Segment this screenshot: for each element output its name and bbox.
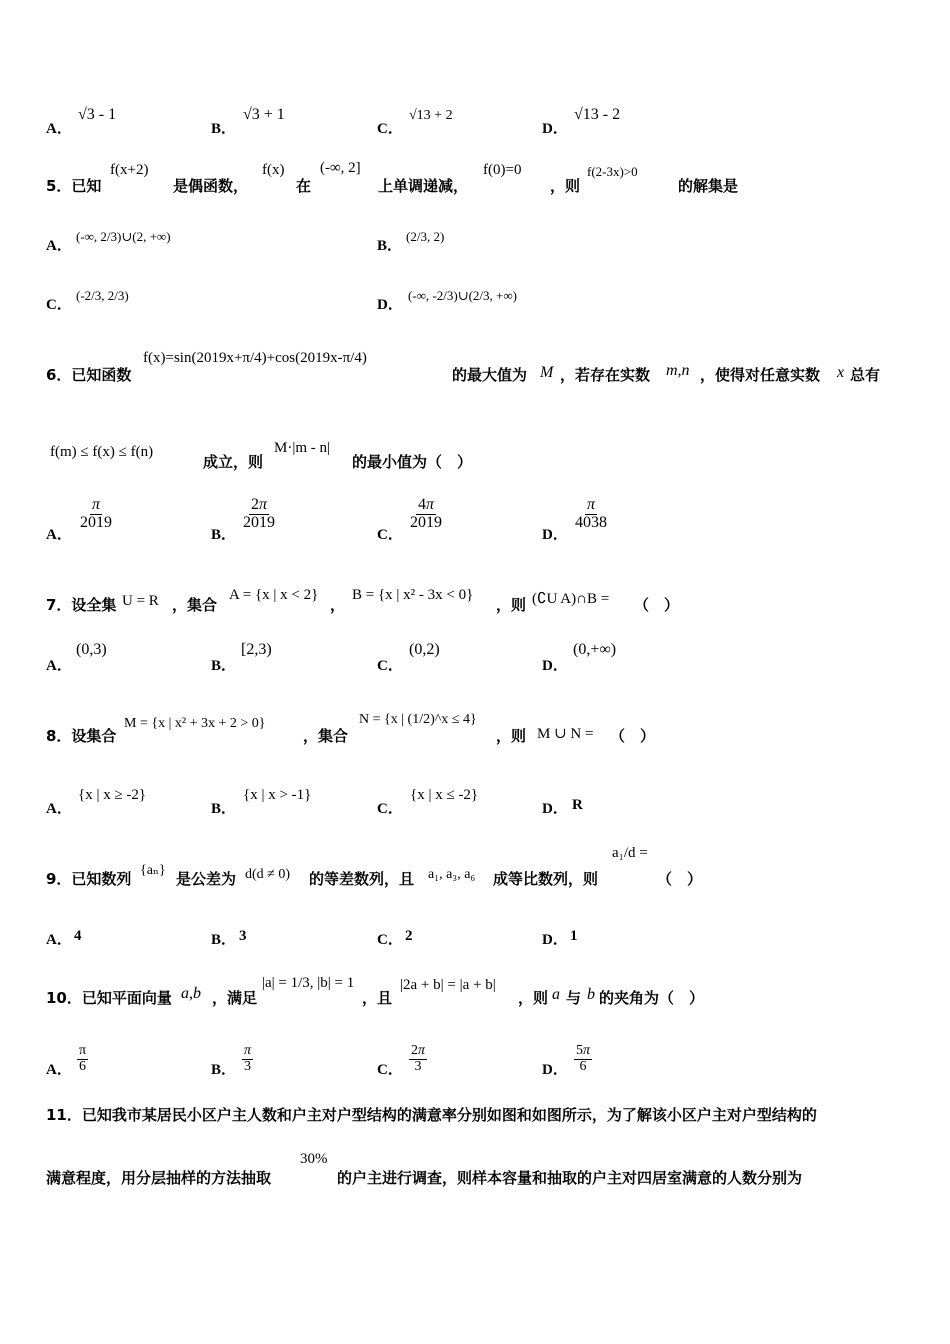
- q8-option-b-label: B．: [211, 801, 237, 817]
- q7-option-b-value: [2,3): [241, 641, 272, 658]
- q6-var-m-max: M: [540, 364, 554, 381]
- q10-equation: |2a + b| = |a + b|: [400, 977, 496, 993]
- q6-target-expr: M·|m - n|: [274, 440, 331, 456]
- q5-expr3: (-∞, 2]: [320, 160, 361, 176]
- q6-option-b-value: $\frac{2\pi}{2019}$: [243, 496, 275, 531]
- q6-inequality: f(m) ≤ f(x) ≤ f(n): [50, 444, 154, 460]
- q9-option-c-label: C．: [377, 932, 403, 948]
- q6-option-b-label: B．: [211, 527, 237, 543]
- q6-option-d-value: $\frac{\pi}{4038}$: [575, 496, 607, 531]
- q5-text1: 是偶函数，: [173, 177, 249, 195]
- q5-expr1: f(x+2): [110, 162, 149, 178]
- q5-option-a-value: (-∞, 2/3)∪(2, +∞): [76, 229, 171, 244]
- q10-option-d-value: $\frac{5\pi}{6}$: [576, 1043, 591, 1074]
- q6-text6: 的最小值为（ ）: [352, 453, 473, 471]
- q8-option-b-value: {x | x > -1}: [243, 787, 312, 803]
- q8-text2: ，则: [496, 727, 527, 745]
- q10-option-b-label: B．: [211, 1062, 237, 1078]
- q7-text4: （ ）: [634, 596, 680, 614]
- q5-text3: 上单调递减，: [378, 177, 469, 195]
- q8-text3: （ ）: [610, 727, 656, 745]
- q10-option-a-value: $\frac{\pi}{6}$: [79, 1043, 87, 1074]
- q6-text3: ，使得对任意实数: [700, 366, 821, 384]
- q6-option-c-label: C．: [377, 527, 403, 543]
- q7-text3: ，则: [496, 596, 527, 614]
- q6-var-x: x: [837, 364, 845, 381]
- q7-option-a-value: (0,3): [76, 641, 107, 658]
- q5-option-d-value: (-∞, -2/3)∪(2/3, +∞): [408, 288, 517, 303]
- q8-set-m: M = {x | x² + 3x + 2 > 0}: [124, 716, 266, 731]
- q7-universal-set: U = R: [122, 593, 159, 609]
- q6-text1: 的最大值为: [452, 366, 528, 384]
- q7-stem-number: 7．设全集: [46, 596, 117, 614]
- q10-text5: 的夹角为（ ）: [599, 989, 705, 1007]
- q5-option-d-label: D．: [377, 297, 403, 313]
- q10-option-d-label: D．: [542, 1062, 568, 1078]
- option-b-label: B．: [211, 121, 237, 137]
- q5-text2: 在: [296, 177, 312, 195]
- q9-common-diff: d(d ≠ 0): [245, 867, 291, 882]
- q5-expr2: f(x): [262, 162, 285, 178]
- q7-option-d-label: D．: [542, 658, 568, 674]
- q10-text4: 与: [566, 989, 582, 1007]
- q10-norms: |a| = 1/3, |b| = 1: [262, 975, 355, 991]
- q7-text2: ，: [330, 596, 346, 614]
- q6-option-d-label: D．: [542, 527, 568, 543]
- q9-text2: 的等差数列，且: [309, 870, 415, 888]
- q9-option-c-value: 2: [405, 928, 413, 944]
- q6-var-mn: m,n: [666, 362, 690, 379]
- q6-function-expr: f(x)=sin(2019x+π/4)+cos(2019x-π/4): [143, 350, 367, 366]
- q11-text-a: 满意程度，用分层抽样的方法抽取: [46, 1169, 272, 1187]
- q8-option-c-label: C．: [377, 801, 403, 817]
- q10-stem-number: 10．已知平面向量: [46, 989, 172, 1007]
- q6-option-a-value: $\frac{\pi}{2019}$: [80, 496, 112, 531]
- q10-text3: ，则: [518, 989, 549, 1007]
- q10-option-a-label: A．: [46, 1062, 72, 1078]
- q7-option-b-label: B．: [211, 658, 237, 674]
- q5-stem-number: 5．已知: [46, 177, 102, 195]
- option-a-value: √3 - 1: [78, 106, 117, 123]
- q7-question-expr: (∁U A)∩B =: [532, 591, 610, 607]
- q10-text1: ，满足: [212, 989, 258, 1007]
- q7-option-c-value: (0,2): [409, 641, 440, 658]
- option-c-label: C．: [377, 121, 403, 137]
- q6-text4: 总有: [850, 366, 881, 384]
- q5-expr5: f(2-3x)>0: [587, 164, 638, 179]
- option-b-value: √3 + 1: [243, 106, 285, 123]
- q10-text2: ，且: [362, 989, 393, 1007]
- q8-stem-number: 8．设集合: [46, 727, 117, 745]
- q9-stem-number: 9．已知数列: [46, 870, 132, 888]
- q9-text4: （ ）: [657, 870, 703, 888]
- q9-question-expr: a₁/d =: [612, 845, 648, 861]
- option-c-value: √13 + 2: [409, 108, 453, 123]
- q10-var-b: b: [587, 986, 595, 1003]
- q5-option-b-value: (2/3, 2): [406, 229, 445, 244]
- q10-option-b-value: $\frac{\pi}{3}$: [244, 1043, 252, 1074]
- q6-stem-number: 6．已知函数: [46, 366, 132, 384]
- q9-terms: a₁, a₃, a₆: [428, 867, 476, 882]
- q9-option-b-label: B．: [211, 932, 237, 948]
- q8-option-c-value: {x | x ≤ -2}: [410, 787, 479, 803]
- q9-option-a-label: A．: [46, 932, 72, 948]
- q8-question-expr: M ∪ N =: [537, 726, 594, 742]
- option-d-label: D．: [542, 121, 568, 137]
- q11-line1: 11．已知我市某居民小区户主人数和户主对户型结构的满意率分别如图和如图所示，为了解该小区户主对户型结构的: [46, 1106, 817, 1124]
- q10-option-c-label: C．: [377, 1062, 403, 1078]
- q8-option-a-value: {x | x ≥ -2}: [78, 787, 147, 803]
- q5-option-a-label: A．: [46, 238, 72, 254]
- q7-option-a-label: A．: [46, 658, 72, 674]
- q9-text3: 成等比数列，则: [493, 870, 599, 888]
- q5-text4: ，则: [550, 177, 581, 195]
- q11-text-b: 的户主进行调查，则样本容量和抽取的户主对四居室满意的人数分别为: [337, 1169, 803, 1187]
- q7-set-b: B = {x | x² - 3x < 0}: [352, 587, 474, 603]
- q9-option-b-value: 3: [239, 928, 247, 944]
- q9-option-a-value: 4: [74, 928, 82, 944]
- q9-text1: 是公差为: [176, 870, 237, 888]
- q7-option-c-label: C．: [377, 658, 403, 674]
- q5-text5: 的解集是: [678, 177, 739, 195]
- q9-option-d-label: D．: [542, 932, 568, 948]
- q10-var-a: a: [552, 986, 560, 1003]
- q7-option-d-value: (0,+∞): [573, 641, 617, 658]
- q5-option-c-value: (-2/3, 2/3): [76, 288, 129, 303]
- q8-option-a-label: A．: [46, 801, 72, 817]
- q5-option-c-label: C．: [46, 297, 72, 313]
- q6-option-a-label: A．: [46, 527, 72, 543]
- q7-set-a: A = {x | x < 2}: [229, 587, 319, 603]
- option-a-label: A．: [46, 121, 72, 137]
- q6-text5: 成立，则: [203, 453, 264, 471]
- q8-option-d-label: D．: [542, 801, 568, 817]
- q5-expr4: f(0)=0: [483, 162, 522, 178]
- q11-percent: 30%: [300, 1151, 328, 1167]
- q5-option-b-label: B．: [377, 238, 403, 254]
- q10-vectors: a,b: [181, 985, 201, 1002]
- q9-option-d-value: 1: [570, 928, 578, 944]
- q10-option-c-value: $\frac{2\pi}{3}$: [411, 1043, 426, 1074]
- q9-sequence: {aₙ}: [140, 863, 166, 878]
- q8-option-d-value: R: [572, 797, 583, 813]
- q7-text1: ，集合: [172, 596, 218, 614]
- q6-text2: ，若存在实数: [560, 366, 651, 384]
- q8-set-n: N = {x | (1/2)^x ≤ 4}: [359, 712, 477, 727]
- q8-text1: ，集合: [303, 727, 349, 745]
- q6-option-c-value: $\frac{4\pi}{2019}$: [410, 496, 442, 531]
- option-d-value: √13 - 2: [574, 106, 621, 123]
